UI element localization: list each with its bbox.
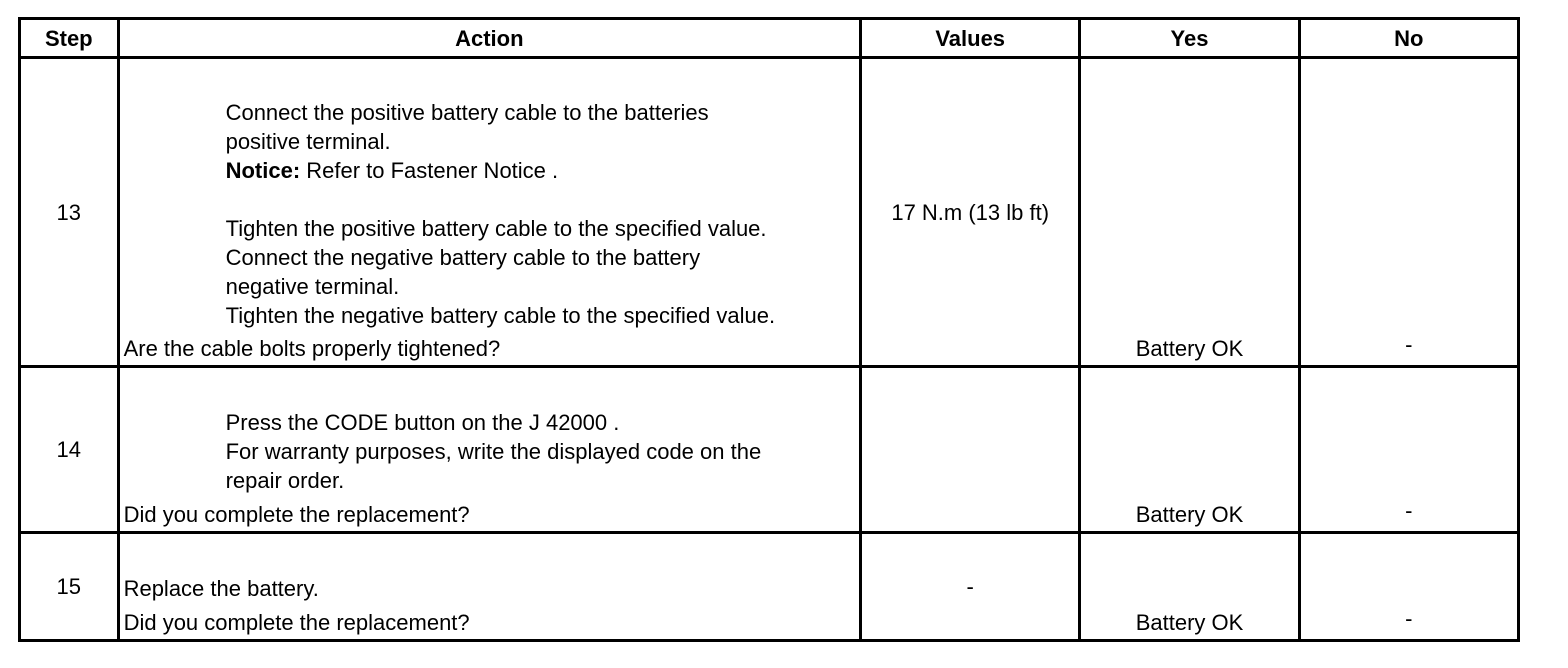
notice-line bbox=[226, 156, 859, 185]
values-cell: 17 N.m (13 lb ft) bbox=[861, 58, 1080, 367]
action-cell bbox=[118, 58, 860, 367]
no-cell bbox=[1299, 533, 1518, 641]
action-line: Press the CODE button on the J 42000 . bbox=[225, 410, 620, 435]
action-line: For warranty purposes, write the displayed code on the bbox=[225, 439, 762, 464]
diagnostic-table bbox=[18, 17, 1520, 642]
action-line: Replace the battery. bbox=[123, 576, 319, 601]
header-no: No bbox=[1299, 19, 1518, 58]
values-cell bbox=[861, 367, 1080, 533]
step-number: 13 bbox=[20, 58, 119, 367]
yes-result: Battery OK bbox=[1135, 336, 1244, 361]
header-yes: Yes bbox=[1080, 19, 1299, 58]
action-question: Did you complete the replacement? bbox=[123, 502, 470, 527]
action-question: Did you complete the replacement? bbox=[123, 610, 470, 635]
action-line: Tighten the positive battery cable to the specified value. bbox=[225, 216, 767, 241]
yes-cell bbox=[1080, 58, 1299, 367]
table-row bbox=[20, 533, 1519, 641]
action-instructions bbox=[120, 94, 859, 330]
table-row bbox=[20, 58, 1519, 367]
no-result: - bbox=[1405, 498, 1413, 523]
yes-cell bbox=[1080, 367, 1299, 533]
action-cell bbox=[118, 533, 860, 641]
table-row bbox=[20, 367, 1519, 533]
action-line: Tighten the negative battery cable to the specified value. bbox=[225, 303, 776, 328]
header-values: Values bbox=[861, 19, 1080, 58]
notice-text: Refer to Fastener Notice . bbox=[300, 158, 559, 183]
action-line: Connect the negative battery cable to the battery bbox=[225, 245, 701, 270]
no-result: - bbox=[1405, 606, 1413, 631]
action-instructions bbox=[120, 570, 859, 603]
no-cell bbox=[1299, 58, 1518, 367]
yes-cell bbox=[1080, 533, 1299, 641]
action-line: negative terminal. bbox=[225, 274, 400, 299]
step-number: 15 bbox=[20, 533, 119, 641]
header-step: Step bbox=[20, 19, 119, 58]
header-action: Action bbox=[118, 19, 860, 58]
notice-label: Notice: bbox=[225, 158, 301, 183]
step-number: 14 bbox=[20, 367, 119, 533]
values-cell: - bbox=[861, 533, 1080, 641]
action-line: positive terminal. bbox=[225, 129, 391, 154]
action-cell bbox=[118, 367, 860, 533]
action-instructions bbox=[120, 404, 859, 495]
header-row bbox=[20, 19, 1519, 58]
action-question: Are the cable bolts properly tightened? bbox=[123, 336, 501, 361]
no-result: - bbox=[1405, 332, 1413, 357]
yes-result: Battery OK bbox=[1135, 502, 1244, 527]
action-line: repair order. bbox=[225, 468, 345, 493]
no-cell bbox=[1299, 367, 1518, 533]
yes-result: Battery OK bbox=[1135, 610, 1244, 635]
action-line: Connect the positive battery cable to the batteries bbox=[225, 100, 709, 125]
